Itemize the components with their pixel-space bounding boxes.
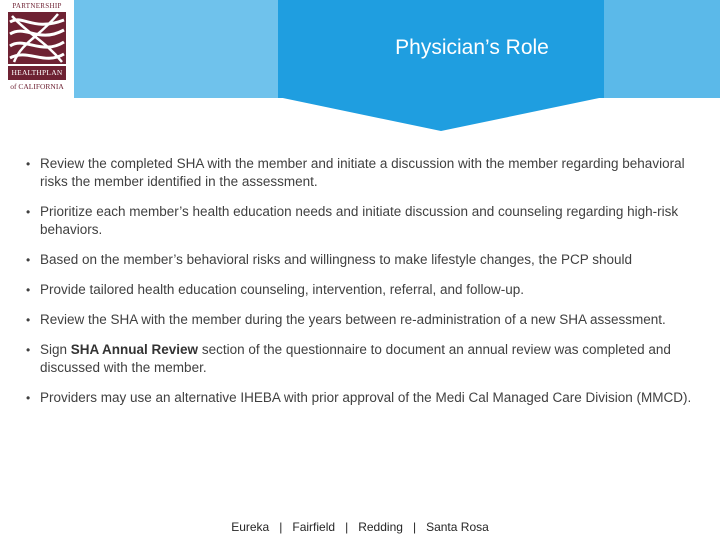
- bullet-review-between-years: • Review the SHA with the member during the years between re-administration of a new SHA assessment.: [24, 311, 704, 329]
- bullet-based-on-risks: • Based on the member’s behavioral risks and willingness to make lifestyle changes, the PCP should: [24, 251, 704, 269]
- footer-separator: |: [412, 520, 417, 534]
- bullet-prioritize-needs: • Prioritize each member’s health education needs and initiate discussion and counseling regarding high-risk behaviors.: [24, 203, 704, 239]
- footer-location-santa-rosa: Santa Rosa: [426, 520, 489, 534]
- role-bullet-list: [24, 155, 704, 419]
- footer-separator: |: [279, 520, 283, 534]
- logo-band-text: HEALTHPLAN: [8, 66, 66, 80]
- page-title: Physician’s Role: [395, 36, 549, 59]
- bullet-review-sha: • Review the completed SHA with the member and initiate a discussion with the member regarding behavioral risks the member identified in the assessment.: [24, 155, 704, 191]
- logo-bottom-text: of CALIFORNIA: [10, 82, 64, 91]
- footer-locations: [0, 520, 720, 534]
- footer-location-fairfield: Fairfield: [292, 520, 336, 534]
- sha-annual-review-label: SHA Annual Review: [70, 342, 199, 357]
- bullet-provide-counseling: • Provide tailored health education counseling, intervention, referral, and follow-up.: [24, 281, 704, 299]
- footer-location-eureka: Eureka: [231, 520, 270, 534]
- footer-separator: |: [345, 520, 349, 534]
- bullet-sign-suffix: section of the questionnaire to document an annual review was completed and discussed with the member.: [40, 342, 671, 375]
- footer-location-redding: Redding: [358, 520, 403, 534]
- header-chevron: [278, 97, 604, 131]
- logo-weave-icon: [8, 12, 66, 64]
- bullet-sign-annual-review: [24, 341, 704, 377]
- partnership-logo: [0, 0, 74, 100]
- header-banner-right: [604, 0, 720, 98]
- bullet-sign-prefix: Sign: [40, 342, 71, 357]
- logo-top-text: PARTNERSHIP: [12, 2, 62, 10]
- bullet-alternative-iheba: • Providers may use an alternative IHEBA with prior approval of the Medi Cal Managed Care Division (MMCD).: [24, 389, 704, 407]
